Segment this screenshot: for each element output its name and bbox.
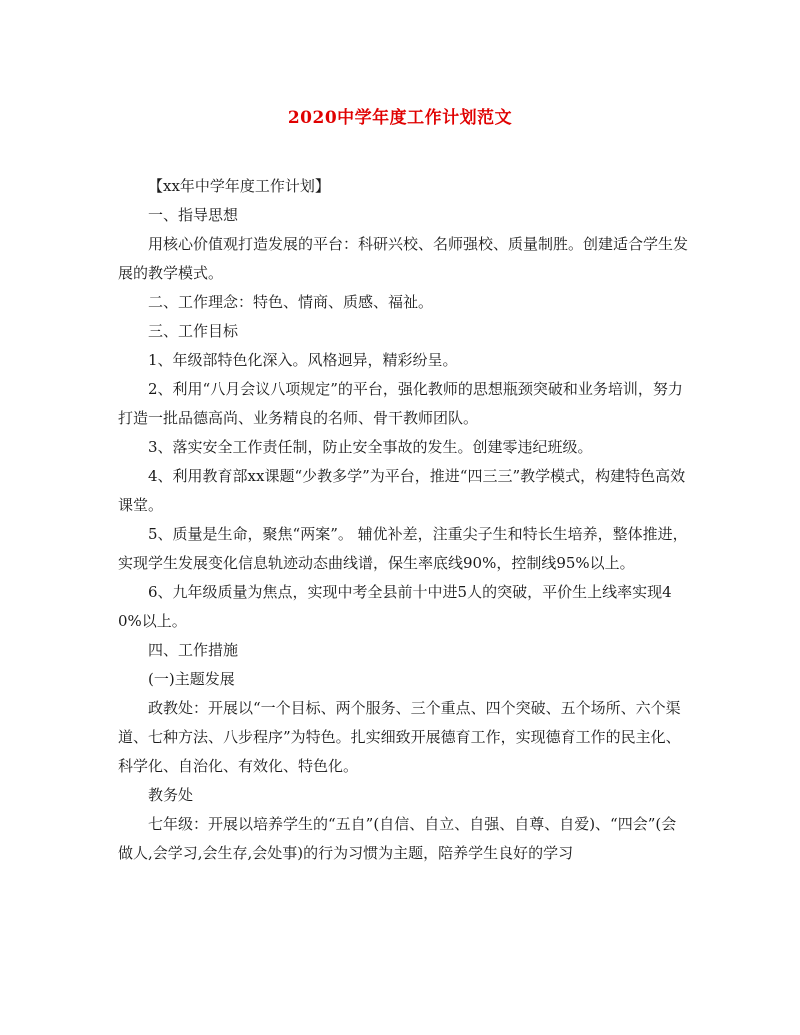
paragraph-section-2: 二、工作理念：特色、情商、质感、福祉。 <box>148 293 434 311</box>
paragraph-political-office: 政教处：开展以“一个目标、两个服务、三个重点、四个突破、五个场所、六个渠道、七种方法、八步程序”为特色。扎实细致开展德育工作，实现德育工作的民主化、科学化、自治化、有效化、特色化。 <box>118 699 681 775</box>
paragraph-goal-2: 2、利用“八月会议八项规定”的平台，强化教师的思想瓶颈突破和业务培训，努力打造一批品德高尚、业务精良的名师、骨干教师团队。 <box>118 380 683 427</box>
document-title: 2020中学年度工作计划范文 <box>287 108 513 128</box>
paragraph-grade-seven: 七年级：开展以培养学生的“五自”(自信、自立、自强、自尊、自爱)、“四会”(会做人,会学习,会生存,会处事)的行为习惯为主题，陪养学生良好的学习 <box>118 815 677 862</box>
paragraph-goal-5: 5、质量是生命，聚焦“两案”。 辅优补差，注重尖子生和特长生培养，整体推进，实现学生发展变化信息轨迹动态曲线谱，保生率底线90%，控制线95%以上。 <box>118 525 688 572</box>
paragraph-section-4: 四、工作措施 <box>148 641 239 659</box>
paragraph-goal-1: 1、年级部特色化深入。风格迥异，精彩纷呈。 <box>148 351 458 369</box>
paragraph-goal-4: 4、利用教育部xx课题“少教多学”为平台，推进“四三三”教学模式，构建特色高效课堂。 <box>118 467 686 514</box>
document-body <box>118 172 688 868</box>
paragraph-heading-plan: 【xx年中学年度工作计划】 <box>148 177 330 195</box>
paragraph-section-3: 三、工作目标 <box>148 322 239 340</box>
paragraph-goal-6: 6、九年级质量为焦点，实现中考全县前十中进5人的突破，平价生上线率实现40%以上。 <box>118 583 672 630</box>
paragraph-goal-3: 3、落实安全工作责任制，防止安全事故的发生。创建零违纪班级。 <box>148 438 593 456</box>
paragraph-academic-office: 教务处 <box>148 786 194 804</box>
paragraph-guiding-text: 用核心价值观打造发展的平台：科研兴校、名师强校、质量制胜。创建适合学生发展的教学模式。 <box>118 235 689 282</box>
paragraph-section-1: 一、指导思想 <box>148 206 239 224</box>
paragraph-subsection-1: (一)主题发展 <box>148 670 235 688</box>
